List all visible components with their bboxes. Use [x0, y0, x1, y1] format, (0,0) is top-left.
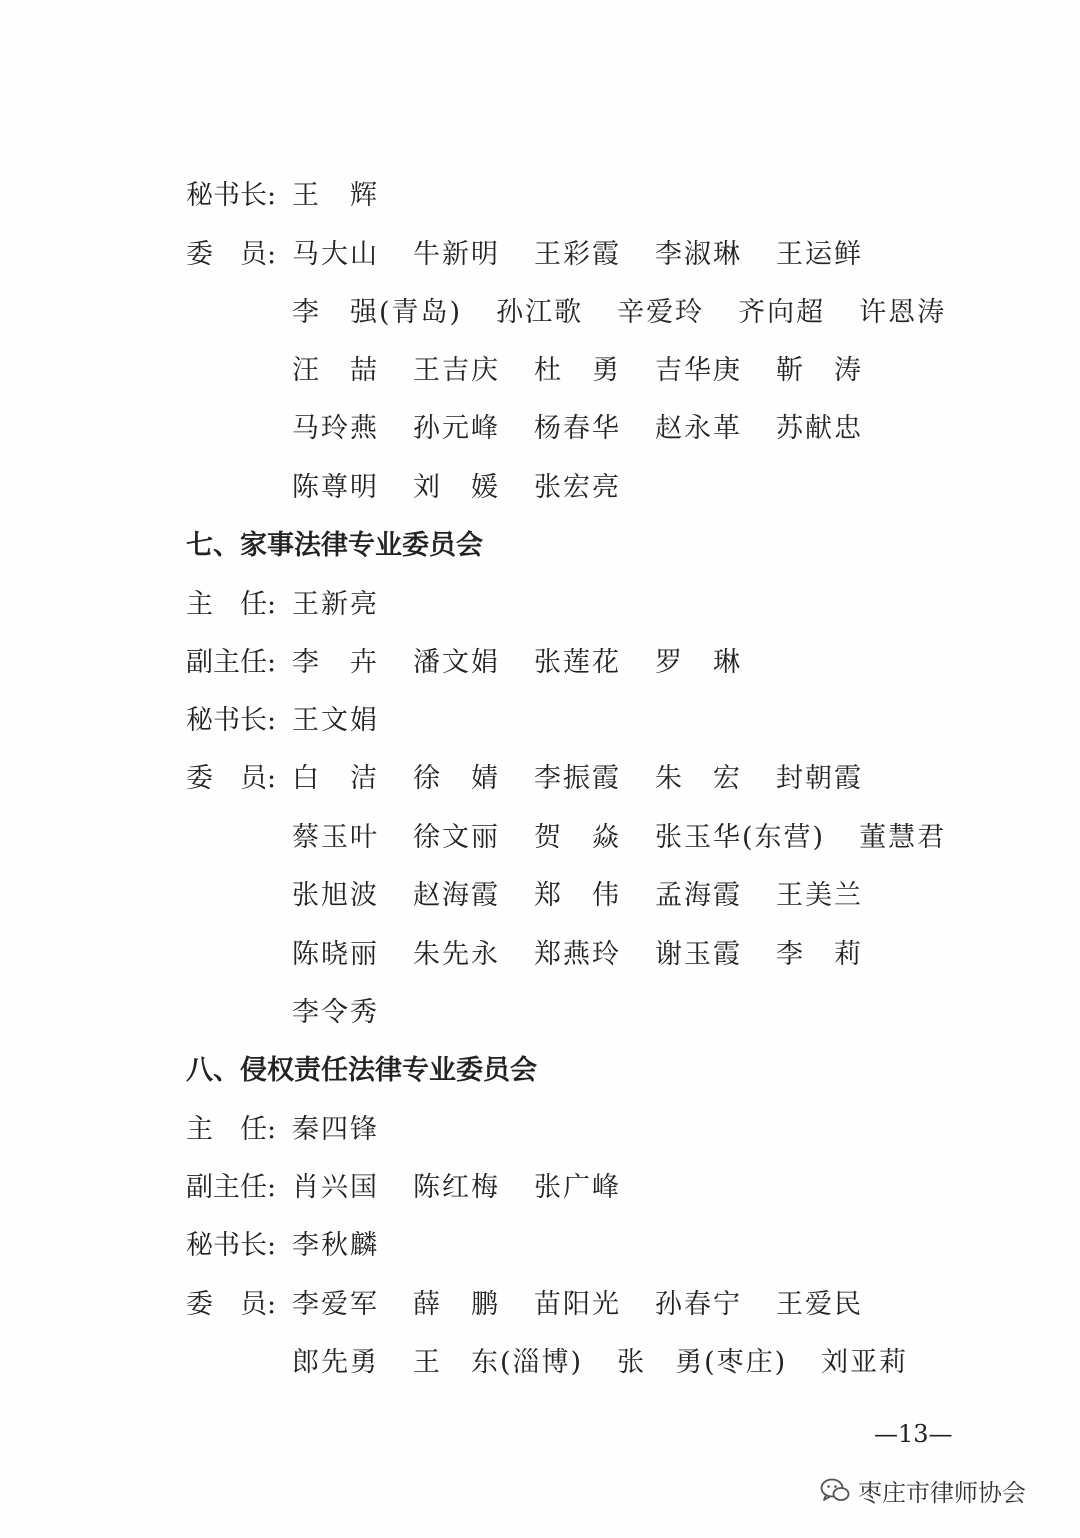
- person-name: 贺 焱: [534, 822, 621, 853]
- person-name: 张宏亮: [534, 472, 621, 503]
- person-name: 陈尊明: [292, 472, 379, 503]
- person-name: 蔡玉叶: [292, 822, 379, 853]
- role-label: 委 员:: [186, 239, 277, 270]
- person-name: 王吉庆: [413, 355, 500, 386]
- person-name: 朱 宏: [655, 763, 742, 794]
- members-row: [292, 1345, 942, 1381]
- members-row: [186, 1287, 897, 1323]
- person-name: 孙元峰: [413, 413, 500, 444]
- person-name: 王彩霞: [534, 239, 621, 270]
- person-name: 陈晓丽: [292, 939, 379, 970]
- person-name: 徐文丽: [413, 822, 500, 853]
- person-name: 苗阳光: [534, 1289, 621, 1320]
- footer-brand: 枣庄市律师协会: [858, 1478, 1026, 1507]
- person-name: 薛 鹏: [413, 1289, 500, 1320]
- role-label: 主 任:: [186, 1114, 277, 1145]
- members-row: [186, 761, 897, 797]
- members-row: [292, 937, 897, 973]
- role-label: 秘书长:: [186, 180, 277, 211]
- person-name: 潘文娟: [413, 647, 500, 678]
- person-name: 王美兰: [776, 880, 863, 911]
- person-name: 许恩涛: [859, 297, 947, 328]
- role-label: 主 任:: [186, 589, 277, 620]
- person-name: 苏献忠: [776, 413, 863, 444]
- person-name: 李秋麟: [292, 1230, 379, 1261]
- person-name: 孙春宁: [655, 1289, 742, 1320]
- wechat-icon: [820, 1477, 850, 1503]
- page-number: —13—: [874, 1420, 953, 1448]
- person-name: 朱先永: [413, 939, 500, 970]
- person-name: 李爱军: [292, 1289, 379, 1320]
- person-name: 张玉华(东营): [655, 822, 826, 853]
- person-name: 马玲燕: [292, 413, 379, 444]
- person-name: 张旭波: [292, 880, 379, 911]
- person-name: 秦四锋: [292, 1114, 379, 1145]
- secretary-row: [186, 703, 413, 739]
- section-heading: 八、侵权责任法律专业委员会: [186, 1055, 537, 1086]
- person-name: 牛新明: [413, 239, 500, 270]
- person-name: 张 勇(枣庄): [617, 1347, 788, 1378]
- person-name: 辛爱玲: [617, 297, 705, 328]
- role-label: 副主任:: [186, 647, 277, 678]
- person-name: 赵海霞: [413, 880, 500, 911]
- wechat-watermark: [820, 1470, 1026, 1510]
- person-name: 张莲花: [534, 647, 621, 678]
- person-name: 吉华庚: [655, 355, 742, 386]
- deputy-row: [186, 1170, 655, 1206]
- person-name: 肖兴国: [292, 1172, 379, 1203]
- person-name: 王运鲜: [776, 239, 863, 270]
- members-row: [186, 237, 897, 273]
- person-name: 赵永革: [655, 413, 742, 444]
- person-name: 李 莉: [776, 939, 863, 970]
- person-name: 张广峰: [534, 1172, 621, 1203]
- members-row: [292, 411, 897, 447]
- director-row: [186, 587, 413, 623]
- person-name: 王文娟: [292, 705, 379, 736]
- person-name: 李淑琳: [655, 239, 742, 270]
- person-name: 李令秀: [292, 997, 379, 1028]
- person-name: 谢玉霞: [655, 939, 742, 970]
- members-row: [292, 353, 897, 389]
- person-name: 王 东(淄博): [413, 1347, 584, 1378]
- person-name: 罗 琳: [655, 647, 742, 678]
- person-name: 徐 婧: [413, 763, 500, 794]
- members-row: [292, 295, 980, 331]
- person-name: 李振霞: [534, 763, 621, 794]
- role-label: 副主任:: [186, 1172, 277, 1203]
- deputy-row: [186, 645, 776, 681]
- person-name: 王爱民: [776, 1289, 863, 1320]
- person-name: 孟海霞: [655, 880, 742, 911]
- person-name: 郎先勇: [292, 1347, 379, 1378]
- person-name: 杨春华: [534, 413, 621, 444]
- role-label: 委 员:: [186, 763, 277, 794]
- members-row: [292, 878, 897, 914]
- role-label: 秘书长:: [186, 705, 277, 736]
- person-name: 杜 勇: [534, 355, 621, 386]
- person-name: 马大山: [292, 239, 379, 270]
- person-name: 白 洁: [292, 763, 379, 794]
- director-row: [186, 1112, 413, 1148]
- person-name: 封朝霞: [776, 763, 863, 794]
- role-label: 秘书长:: [186, 1230, 277, 1261]
- person-name: 陈红梅: [413, 1172, 500, 1203]
- person-name: 刘亚莉: [821, 1347, 909, 1378]
- person-name: 郑燕玲: [534, 939, 621, 970]
- person-name: 靳 涛: [776, 355, 863, 386]
- secretary-row: [186, 1228, 413, 1264]
- members-row: [292, 995, 413, 1031]
- person-name: 王新亮: [292, 589, 379, 620]
- person-name: 李 卉: [292, 647, 379, 678]
- members-row: [292, 820, 980, 856]
- members-row: [292, 470, 655, 506]
- person-name: 王 辉: [292, 180, 379, 211]
- person-name: 董慧君: [859, 822, 947, 853]
- person-name: 刘 媛: [413, 472, 500, 503]
- section-heading: 七、家事法律专业委员会: [186, 530, 483, 561]
- person-name: 汪 喆: [292, 355, 379, 386]
- person-name: 孙江歌: [496, 297, 584, 328]
- person-name: 郑 伟: [534, 880, 621, 911]
- person-name: 齐向超: [738, 297, 826, 328]
- person-name: 李 强(青岛): [292, 297, 463, 328]
- secretary-row: [186, 178, 413, 214]
- role-label: 委 员:: [186, 1289, 277, 1320]
